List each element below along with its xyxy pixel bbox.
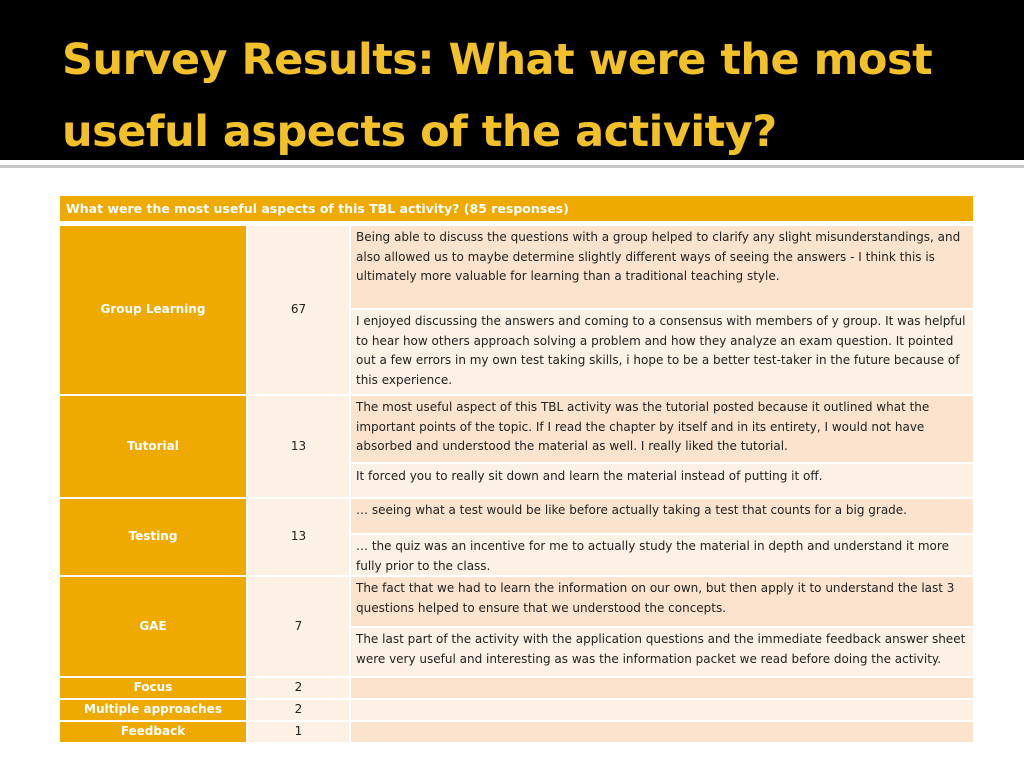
comment-focus [351, 678, 973, 698]
category-tutorial: Tutorial [60, 396, 246, 497]
comment-tutorial-2: It forced you to really sit down and learn the material instead of putting it off. [351, 464, 973, 497]
count-gae: 7 [248, 577, 349, 676]
comment-gae-1: The fact that we had to learn the information on our own, but then apply it to understand the last 3 questions helped to ensure that we understood the concepts. [351, 577, 973, 626]
count-group-learning: 67 [248, 226, 349, 394]
count-multiple-approaches: 2 [248, 700, 349, 720]
slide-title: Survey Results: What were the most useful aspects of the activity? [62, 35, 933, 157]
table-header: What were the most useful aspects of this TBL activity? (85 responses) [60, 196, 973, 221]
comment-testing-2: … the quiz was an incentive for me to actually study the material in depth and understand it more fully prior to the class. [351, 535, 973, 575]
title-bar [0, 0, 1024, 160]
category-testing: Testing [60, 499, 246, 575]
count-focus: 2 [248, 678, 349, 698]
count-testing: 13 [248, 499, 349, 575]
comment-group-learning-2: I enjoyed discussing the answers and coming to a consensus with members of y group. It was helpful to hear how others approach solving a problem and how they analyze an exam question. It pointed out a few errors in my own test taking skills, i hope to be a better test-taker in the future because of this experience. [351, 310, 973, 394]
category-gae: GAE [60, 577, 246, 676]
count-tutorial: 13 [248, 396, 349, 497]
comment-multiple-approaches [351, 700, 973, 720]
comment-gae-2: The last part of the activity with the application questions and the immediate feedback answer sheet were very useful and interesting as was the information packet we read before doing the activity. [351, 628, 973, 676]
category-feedback: Feedback [60, 722, 246, 742]
comment-testing-1: … seeing what a test would be like before actually taking a test that counts for a big grade. [351, 499, 973, 533]
category-group-learning: Group Learning [60, 226, 246, 394]
title-divider [0, 165, 1024, 168]
comment-feedback [351, 722, 973, 742]
comment-tutorial-1: The most useful aspect of this TBL activity was the tutorial posted because it outlined what the important points of the topic. If I read the chapter by itself and in its entirety, I would not have absorbed and understood the material as well. I really liked the tutorial. [351, 396, 973, 462]
comment-group-learning-1: Being able to discuss the questions with a group helped to clarify any slight misunderstandings, and also allowed us to maybe determine slightly different ways of seeing the answers - I think this is ultimately more valuable for learning than a traditional teaching style. [351, 226, 973, 308]
count-feedback: 1 [248, 722, 349, 742]
category-focus: Focus [60, 678, 246, 698]
category-multiple-approaches: Multiple approaches [60, 700, 246, 720]
